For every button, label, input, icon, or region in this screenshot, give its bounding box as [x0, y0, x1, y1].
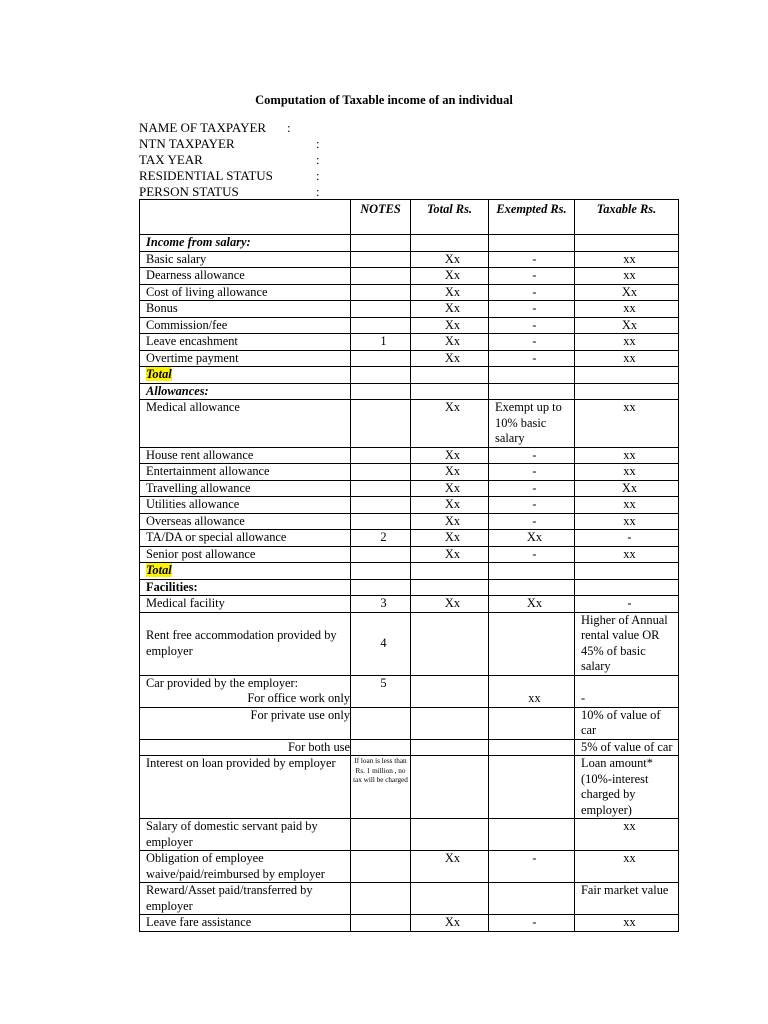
cell-exempt: - — [489, 334, 575, 351]
table-row — [140, 251, 679, 268]
table-row — [140, 301, 679, 318]
cell-total: Xx — [411, 334, 489, 351]
cell-total: Xx — [411, 317, 489, 334]
cell-exempt: xx — [489, 691, 575, 707]
cell-taxable: - — [575, 596, 679, 613]
cell-total: Xx — [411, 400, 489, 448]
table-row — [140, 383, 679, 400]
cell-notes: If loan is less than Rs. 1 million , no tax will be charged — [353, 757, 408, 785]
cell-total: Xx — [411, 284, 489, 301]
header-field-label: NAME OF TAXPAYER — [139, 120, 267, 135]
row-label: Bonus — [140, 301, 351, 318]
cell-taxable: xx — [575, 301, 679, 318]
table-row — [140, 612, 679, 675]
header-field-colon: : — [316, 168, 320, 183]
total-label: Total — [146, 563, 172, 577]
row-label: Cost of living allowance — [140, 284, 351, 301]
table-header-row — [140, 200, 679, 235]
cell-taxable: xx — [575, 915, 679, 932]
cell-taxable: Xx — [575, 480, 679, 497]
row-label: Obligation of employee waive/paid/reimbursed by employer — [140, 851, 351, 883]
header-field-label: RESIDENTIAL STATUS — [139, 168, 273, 183]
row-label: For both use — [140, 739, 351, 756]
table-row — [140, 596, 679, 613]
cell-total: Xx — [411, 915, 489, 932]
row-label: Dearness allowance — [140, 268, 351, 285]
row-label: Basic salary — [140, 251, 351, 268]
cell-taxable: xx — [575, 251, 679, 268]
header-field — [139, 184, 339, 200]
cell-exempt: - — [489, 464, 575, 481]
cell-taxable: xx — [575, 851, 679, 883]
col-head-description — [140, 200, 351, 235]
cell-total: Xx — [411, 497, 489, 514]
cell-total: Xx — [411, 596, 489, 613]
cell-notes: 2 — [351, 530, 411, 547]
col-head-notes: NOTES — [351, 200, 411, 235]
cell-taxable: xx — [575, 464, 679, 481]
computation-table — [139, 199, 679, 932]
row-label: Entertainment allowance — [140, 464, 351, 481]
cell-taxable: Higher of Annual rental value OR 45% of basic salary — [575, 612, 679, 675]
table-row — [140, 546, 679, 563]
cell-taxable: xx — [575, 447, 679, 464]
cell-exempt: - — [489, 301, 575, 318]
cell-notes: 3 — [351, 596, 411, 613]
table-row — [140, 235, 679, 252]
row-label: Medical allowance — [140, 400, 351, 448]
cell-taxable: 5% of value of car — [575, 739, 679, 756]
table-row — [140, 284, 679, 301]
table-row — [140, 447, 679, 464]
table-row — [140, 400, 679, 448]
header-field-colon: : — [316, 184, 320, 199]
cell-taxable: - — [575, 691, 679, 707]
cell-exempt: - — [489, 284, 575, 301]
cell-taxable: 10% of value of car — [575, 707, 679, 739]
cell-exempt: - — [489, 268, 575, 285]
cell-taxable: xx — [575, 350, 679, 367]
cell-taxable: xx — [575, 400, 679, 448]
table-row — [140, 739, 679, 756]
cell-taxable: Xx — [575, 317, 679, 334]
cell-taxable: - — [575, 530, 679, 547]
row-label: Leave encashment — [140, 334, 351, 351]
row-label: Salary of domestic servant paid by employer — [140, 819, 351, 851]
row-label: For office work only — [140, 691, 351, 707]
table-row — [140, 497, 679, 514]
cell-total: Xx — [411, 546, 489, 563]
col-head-taxable: Taxable Rs. — [575, 200, 679, 235]
section-heading-facilities: Facilities: — [140, 579, 351, 596]
cell-total: Xx — [411, 513, 489, 530]
cell-total: Xx — [411, 301, 489, 318]
row-label: Overtime payment — [140, 350, 351, 367]
cell-exempt: Xx — [489, 596, 575, 613]
row-label: Reward/Asset paid/transferred by employer — [140, 883, 351, 915]
table-row — [140, 367, 679, 384]
table-row — [140, 883, 679, 915]
cell-total: Xx — [411, 350, 489, 367]
header-field-colon: : — [316, 136, 320, 151]
cell-exempt: - — [489, 480, 575, 497]
header-field-colon: : — [316, 152, 320, 167]
table-row — [140, 530, 679, 547]
taxpayer-header — [139, 120, 339, 200]
cell-exempt: - — [489, 317, 575, 334]
table-row — [140, 756, 679, 819]
cell-exempt: - — [489, 350, 575, 367]
row-label: Senior post allowance — [140, 546, 351, 563]
table-row — [140, 317, 679, 334]
row-label: Car provided by the employer: — [140, 675, 351, 691]
header-field-label: NTN TAXPAYER — [139, 136, 235, 151]
cell-total: Xx — [411, 464, 489, 481]
section-heading-salary: Income from salary: — [140, 235, 351, 252]
cell-taxable: xx — [575, 497, 679, 514]
cell-taxable: xx — [575, 268, 679, 285]
cell-exempt: - — [489, 915, 575, 932]
header-field — [139, 168, 339, 184]
cell-total: Xx — [411, 268, 489, 285]
table-row — [140, 513, 679, 530]
header-field — [139, 152, 339, 168]
cell-taxable: Fair market value — [575, 883, 679, 915]
cell-taxable: Xx — [575, 284, 679, 301]
row-label: Overseas allowance — [140, 513, 351, 530]
cell-total: Xx — [411, 851, 489, 883]
cell-exempt: Exempt up to 10% basic salary — [489, 400, 575, 448]
cell-total: Xx — [411, 251, 489, 268]
table-row — [140, 691, 679, 707]
table-row — [140, 350, 679, 367]
header-field — [139, 136, 339, 152]
row-label: Medical facility — [140, 596, 351, 613]
cell-exempt: - — [489, 513, 575, 530]
cell-exempt: - — [489, 546, 575, 563]
cell-taxable: xx — [575, 513, 679, 530]
row-label: Interest on loan provided by employer — [140, 756, 351, 819]
cell-total: Xx — [411, 480, 489, 497]
col-head-exempted: Exempted Rs. — [489, 200, 575, 235]
table-row — [140, 851, 679, 883]
page-title: Computation of Taxable income of an individual — [255, 93, 513, 107]
cell-notes: 4 — [351, 612, 411, 675]
cell-taxable: Loan amount*(10%-interest charged by employer) — [575, 756, 679, 819]
col-head-total: Total Rs. — [411, 200, 489, 235]
cell-taxable: xx — [575, 546, 679, 563]
table-row — [140, 464, 679, 481]
cell-total: Xx — [411, 530, 489, 547]
header-field-colon: : — [287, 120, 291, 135]
row-label: House rent allowance — [140, 447, 351, 464]
table-row — [140, 579, 679, 596]
row-label: Travelling allowance — [140, 480, 351, 497]
row-label: Utilities allowance — [140, 497, 351, 514]
row-label: Leave fare assistance — [140, 915, 351, 932]
table-row — [140, 819, 679, 851]
cell-notes: 1 — [351, 334, 411, 351]
cell-exempt: - — [489, 497, 575, 514]
cell-exempt: - — [489, 251, 575, 268]
row-label: Rent free accommodation provided by employer — [140, 612, 351, 675]
header-field-label: PERSON STATUS — [139, 184, 239, 199]
cell-exempt: Xx — [489, 530, 575, 547]
table-row — [140, 563, 679, 580]
table-row — [140, 675, 679, 691]
cell-taxable: xx — [575, 819, 679, 851]
section-heading-allowances: Allowances: — [140, 383, 351, 400]
cell-exempt: - — [489, 851, 575, 883]
table-row — [140, 480, 679, 497]
table-row — [140, 268, 679, 285]
total-label: Total — [146, 367, 172, 381]
header-field — [139, 120, 339, 136]
table-row — [140, 334, 679, 351]
cell-notes: 5 — [351, 675, 411, 691]
header-field-label: TAX YEAR — [139, 152, 203, 167]
cell-total: Xx — [411, 447, 489, 464]
row-label: TA/DA or special allowance — [140, 530, 351, 547]
table-row — [140, 707, 679, 739]
row-label: For private use only — [140, 707, 351, 739]
row-label: Commission/fee — [140, 317, 351, 334]
table-row — [140, 915, 679, 932]
cell-taxable: xx — [575, 334, 679, 351]
cell-exempt: - — [489, 447, 575, 464]
